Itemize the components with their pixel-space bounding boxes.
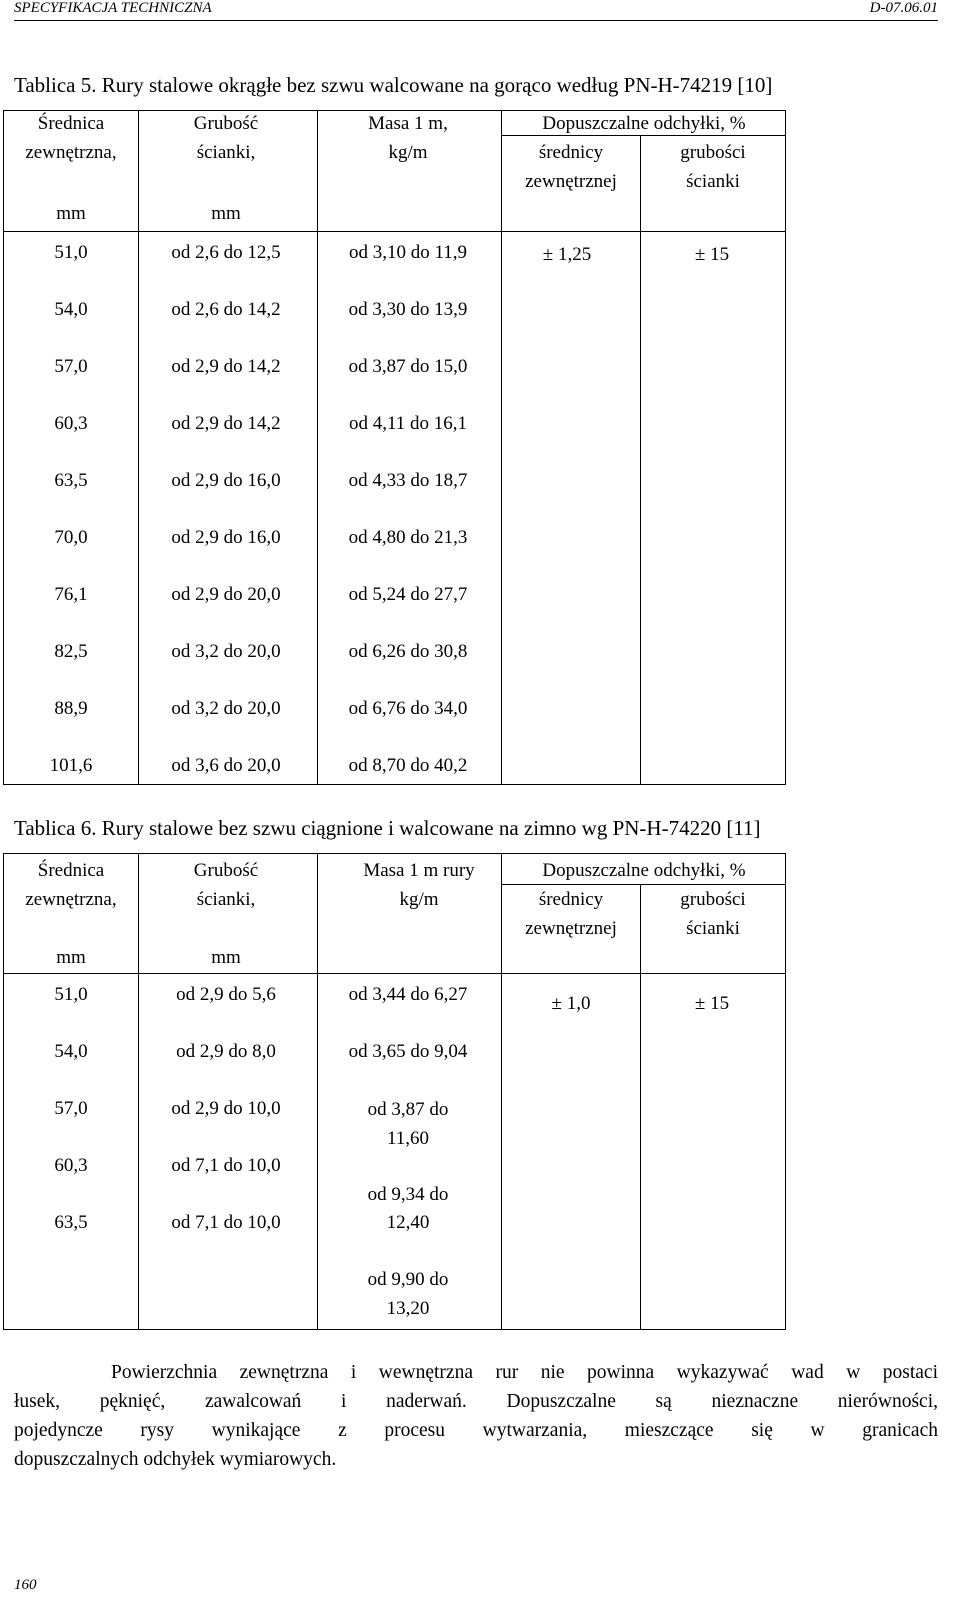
table6-cell: od 3,65 do 9,04 (348, 1041, 468, 1062)
table5-cell: od 6,26 do 30,8 (348, 641, 468, 662)
paragraph-line: Powierzchnia zewnętrzna i wewnętrzna rur nie powinna wykazywać wad w postaci (111, 1362, 938, 1383)
table6-header-tol-wall: grubości (680, 889, 746, 910)
table5-cell: 57,0 (54, 356, 88, 377)
table5-cell: 51,0 (54, 242, 88, 263)
table5-vline (640, 135, 641, 784)
table6-tol-diameter: ± 1,0 (551, 993, 591, 1014)
table5-cell: 63,5 (54, 470, 88, 491)
table6-mass-cell: 11,60 (386, 1128, 430, 1149)
table6-hline (4, 973, 785, 974)
table5-hline (501, 135, 785, 136)
table5-cell: od 3,2 do 20,0 (171, 641, 281, 662)
table6-header-tolerances: Dopuszczalne odchyłki, % (542, 860, 746, 881)
table5-hline (4, 231, 785, 232)
table5 (3, 110, 786, 785)
table6-cell: 63,5 (54, 1212, 88, 1233)
table5-header-wall-unit: mm (211, 203, 241, 224)
table6-cell: od 2,9 do 10,0 (171, 1098, 281, 1119)
table6-cell: od 7,1 do 10,0 (171, 1155, 281, 1176)
table6-header-wall: Grubość (193, 860, 259, 881)
table6-header-mass: Masa 1 m rury (363, 860, 475, 881)
table5-vline (317, 111, 318, 784)
table5-header-tol-wall: grubości (680, 142, 746, 163)
table6-header-wall-unit: mm (211, 947, 241, 968)
table6-hline (501, 884, 785, 885)
table5-cell: od 3,2 do 20,0 (171, 698, 281, 719)
table5-cell: od 4,80 do 21,3 (348, 527, 468, 548)
table5-header-tolerances: Dopuszczalne odchyłki, % (542, 113, 746, 134)
table6-mass-cell: od 3,87 do (367, 1099, 449, 1120)
table6-mass-cell: 13,20 (386, 1298, 430, 1319)
table5-cell: od 5,24 do 27,7 (348, 584, 468, 605)
table6-vline (501, 854, 502, 1329)
table5-header-mass: kg/m (388, 142, 428, 163)
table6-cell: 51,0 (54, 984, 88, 1005)
page-number: 160 (14, 1577, 37, 1593)
body-paragraph (14, 1358, 938, 1474)
table5-cell: 101,6 (49, 755, 93, 776)
table5-cell: od 2,9 do 14,2 (171, 356, 281, 377)
table6-tol-wall: ± 15 (694, 993, 730, 1014)
table5-cell: 82,5 (54, 641, 88, 662)
table5-caption: Tablica 5. Rury stalowe okrągłe bez szwu walcowane na gorąco według PN-H-74219 [10] (14, 73, 773, 97)
paragraph-line: dopuszczalnych odchyłek wymiarowych. (14, 1449, 337, 1470)
table6-cell: od 2,9 do 5,6 (176, 984, 276, 1005)
table5-cell: 60,3 (54, 413, 88, 434)
header-left: SPECYFIKACJA TECHNICZNA (14, 0, 212, 16)
table6-header-wall: ścianki, (196, 889, 256, 910)
header-right: D-07.06.01 (869, 0, 938, 16)
table5-cell: od 6,76 do 34,0 (348, 698, 468, 719)
table6-header-diameter-unit: mm (56, 947, 86, 968)
table5-cell: od 3,10 do 11,9 (348, 242, 468, 263)
table6-header-diameter: Średnica (37, 860, 105, 881)
table6-header-tol-diameter: zewnętrznej (525, 918, 617, 939)
paragraph-line: łusek, pęknięć, zawalcowań i naderwań. Dopuszczalne są nieznaczne nierówności, (14, 1391, 938, 1412)
table6-cell: 54,0 (54, 1041, 88, 1062)
table5-cell: od 4,11 do 16,1 (348, 413, 468, 434)
table5-header-diameter: zewnętrzna, (25, 142, 117, 163)
table5-cell: od 2,6 do 12,5 (171, 242, 281, 263)
table6-cell: od 3,44 do 6,27 (348, 984, 468, 1005)
table5-cell: od 2,9 do 14,2 (171, 413, 281, 434)
table5-header-wall: ścianki, (196, 142, 256, 163)
table5-cell: od 3,6 do 20,0 (171, 755, 281, 776)
table6 (3, 853, 786, 1330)
table5-header-tol-diameter: średnicy (538, 142, 604, 163)
table6-vline (640, 884, 641, 1329)
table6-header-mass: kg/m (399, 889, 439, 910)
table5-cell: od 2,9 do 16,0 (171, 470, 281, 491)
table5-header-diameter: Średnica (37, 113, 105, 134)
table6-cell: 60,3 (54, 1155, 88, 1176)
table5-header-tol-wall: ścianki (686, 171, 740, 192)
table6-mass-cell: 12,40 (386, 1212, 430, 1233)
table5-header-tol-diameter: zewnętrznej (525, 171, 617, 192)
table6-cell: 57,0 (54, 1098, 88, 1119)
table5-cell: 76,1 (54, 584, 88, 605)
table6-header-tol-diameter: średnicy (538, 889, 604, 910)
table5-header-mass: Masa 1 m, (368, 113, 448, 134)
table6-cell: od 7,1 do 10,0 (171, 1212, 281, 1233)
table6-vline (317, 854, 318, 1329)
table6-cell: od 2,9 do 8,0 (176, 1041, 276, 1062)
paragraph-line: pojedyncze rysy wynikające z procesu wytwarzania, mieszczące się w granicach (14, 1420, 938, 1441)
table6-header-tol-wall: ścianki (686, 918, 740, 939)
table5-cell: od 2,9 do 20,0 (171, 584, 281, 605)
table5-cell: 88,9 (54, 698, 88, 719)
table6-header-diameter: zewnętrzna, (25, 889, 117, 910)
table5-cell: od 4,33 do 18,7 (348, 470, 468, 491)
table5-cell: od 3,30 do 13,9 (348, 299, 468, 320)
page-header (14, 0, 938, 21)
table5-cell: od 3,87 do 15,0 (348, 356, 468, 377)
table5-cell: od 2,9 do 16,0 (171, 527, 281, 548)
table5-vline (138, 111, 139, 784)
table5-vline (501, 111, 502, 784)
table5-cell: 54,0 (54, 299, 88, 320)
table6-mass-cell: od 9,90 do (367, 1269, 449, 1290)
table5-tol-wall: ± 15 (694, 244, 730, 265)
table5-header-diameter-unit: mm (56, 203, 86, 224)
table5-tol-diameter: ± 1,25 (542, 244, 592, 265)
table6-vline (138, 854, 139, 1329)
table5-header-wall: Grubość (193, 113, 259, 134)
table6-mass-cell: od 9,34 do (367, 1184, 449, 1205)
table6-caption: Tablica 6. Rury stalowe bez szwu ciągnione i walcowane na zimno wg PN-H-74220 [11] (14, 816, 761, 840)
table5-cell: 70,0 (54, 527, 88, 548)
table5-cell: od 2,6 do 14,2 (171, 299, 281, 320)
table5-cell: od 8,70 do 40,2 (348, 755, 468, 776)
